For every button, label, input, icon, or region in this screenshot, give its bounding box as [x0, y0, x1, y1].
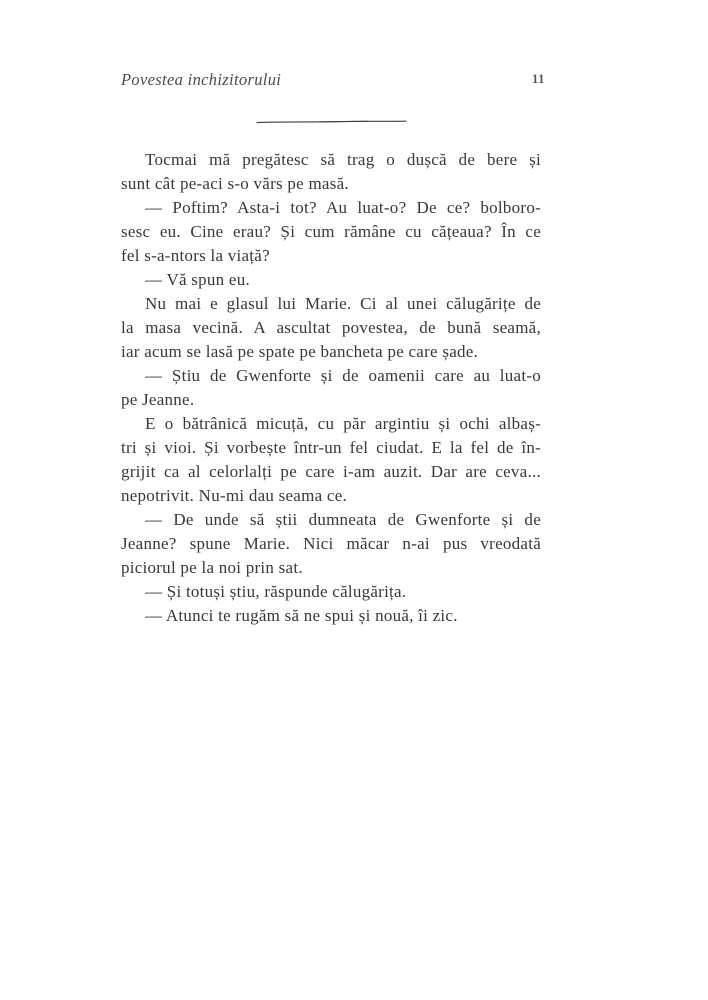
text-line: — Știu de Gwenforte și de oamenii care au luat-o	[145, 366, 541, 385]
text-line: E o bătrânică micuță, cu păr argintiu și ochi albaș-	[145, 414, 541, 433]
text-line: Nu mai e glasul lui Marie. Ci al unei călugărițe de	[145, 294, 541, 313]
running-header-title: Povestea inchizitorului	[121, 70, 282, 89]
body-text	[121, 148, 541, 628]
text-line: — Și totuși știu, răspunde călugărița.	[145, 582, 407, 601]
text-line: pe Jeanne.	[121, 390, 195, 409]
text-line: iar acum se lasă pe spate pe bancheta pe care șade.	[121, 342, 479, 361]
text-line: — De unde să știi dumneata de Gwenforte și de	[145, 510, 541, 529]
text-line: sunt cât pe-aci s-o vărs pe masă.	[121, 174, 349, 193]
text-line: fel s-a-ntors la viață?	[121, 246, 270, 265]
text-line: — Atunci te rugăm să ne spui și nouă, îi zic.	[145, 606, 458, 625]
running-header	[121, 70, 545, 92]
text-line: — Poftim? Asta-i tot? Au luat-o? De ce? bolboro-	[145, 198, 541, 217]
text-line: la masa vecină. A ascultat povestea, de bună seamă,	[121, 318, 541, 337]
text-line: tri și vioi. Și vorbește într-un fel ciudat. E la fel de în-	[121, 438, 541, 457]
text-line: nepotrivit. Nu-mi dau seama ce.	[121, 486, 347, 505]
text-line: Jeanne? spune Marie. Nici măcar n-ai pus vreodată	[121, 534, 541, 553]
text-line: piciorul pe la noi prin sat.	[121, 558, 303, 577]
page-number: 11	[531, 72, 545, 86]
text-line: — Vă spun eu.	[145, 270, 250, 289]
text-line: grijit ca al celorlalți pe care i-am auzit. Dar are ceva...	[121, 462, 541, 481]
text-line: sesc eu. Cine erau? Și cum rămâne cu cățeaua? În ce	[121, 222, 541, 241]
section-divider-rule	[256, 119, 407, 125]
text-line: Tocmai mă pregătesc să trag o dușcă de bere și	[145, 150, 541, 169]
